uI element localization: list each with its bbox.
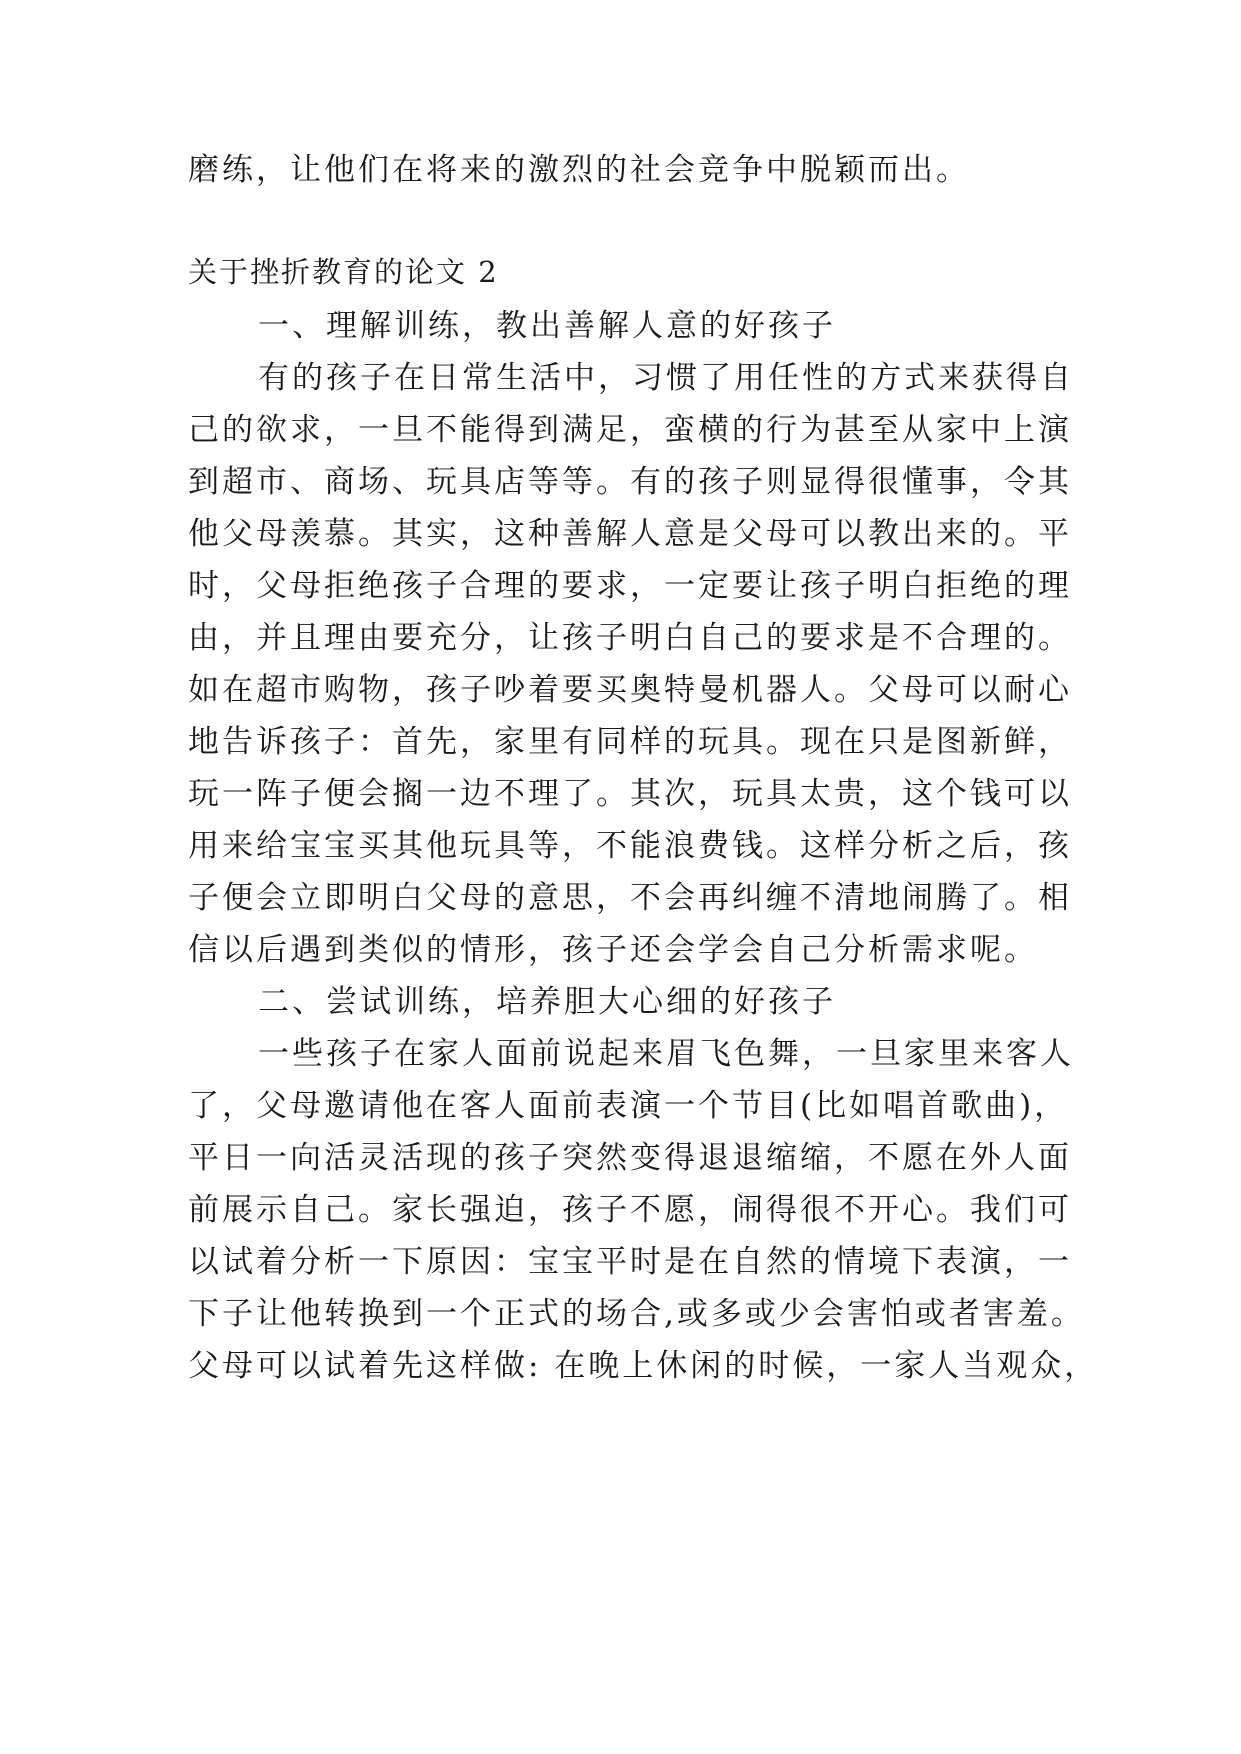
paragraph-line: 下子让他转换到一个正式的场合,或多或少会害怕或者害羞。 bbox=[188, 1296, 1085, 1332]
section-heading: 一、理解训练，教出善解人意的好孩子 bbox=[258, 308, 836, 344]
paragraph-line: 己的欲求，一旦不能得到满足，蛮横的行为甚至从家中上演 bbox=[188, 412, 1072, 448]
paragraph-line: 磨练，让他们在将来的激烈的社会竞争中脱颖而出。 bbox=[188, 152, 970, 188]
paragraph-line: 有的孩子在日常生活中，习惯了用任性的方式来获得自 bbox=[258, 360, 1074, 396]
paragraph-line: 如在超市购物，孩子吵着要买奥特曼机器人。父母可以耐心 bbox=[188, 672, 1072, 708]
paragraph-line: 父母可以试着先这样做: 在晚上休闲的时候，一家人当观众， bbox=[188, 1348, 1099, 1384]
paragraph-line: 用来给宝宝买其他玩具等，不能浪费钱。这样分析之后，孩 bbox=[188, 828, 1072, 864]
section-heading: 二、尝试训练，培养胆大心细的好孩子 bbox=[258, 984, 836, 1020]
paragraph-line: 子便会立即明白父母的意思，不会再纠缠不清地闹腾了。相 bbox=[188, 880, 1072, 916]
paragraph-line: 一些孩子在家人面前说起来眉飞色舞，一旦家里来客人 bbox=[258, 1036, 1074, 1072]
paragraph-line: 时，父母拒绝孩子合理的要求，一定要让孩子明白拒绝的理 bbox=[188, 568, 1072, 604]
paragraph-line: 玩一阵子便会搁一边不理了。其次，玩具太贵，这个钱可以 bbox=[188, 776, 1072, 812]
paragraph-line: 前展示自己。家长强迫，孩子不愿，闹得很不开心。我们可 bbox=[188, 1192, 1072, 1228]
paragraph-line: 地告诉孩子：首先，家里有同样的玩具。现在只是图新鲜， bbox=[188, 724, 1072, 760]
paragraph-line: 他父母羡慕。其实，这种善解人意是父母可以教出来的。平 bbox=[188, 516, 1072, 552]
paragraph-line: 平日一向活灵活现的孩子突然变得退退缩缩，不愿在外人面 bbox=[188, 1140, 1072, 1176]
paragraph-line: 到超市、商场、玩具店等等。有的孩子则显得很懂事，令其 bbox=[188, 464, 1072, 500]
paragraph-line: 由，并且理由要充分，让孩子明白自己的要求是不合理的。 bbox=[188, 620, 1072, 656]
paragraph-line: 了，父母邀请他在客人面前表演一个节目(比如唱首歌曲)， bbox=[188, 1088, 1069, 1124]
document-title: 关于挫折教育的论文 2 bbox=[188, 255, 499, 289]
paragraph-line: 以试着分析一下原因：宝宝平时是在自然的情境下表演，一 bbox=[188, 1244, 1072, 1280]
paragraph-line: 信以后遇到类似的情形，孩子还会学会自己分析需求呢。 bbox=[188, 932, 1038, 968]
